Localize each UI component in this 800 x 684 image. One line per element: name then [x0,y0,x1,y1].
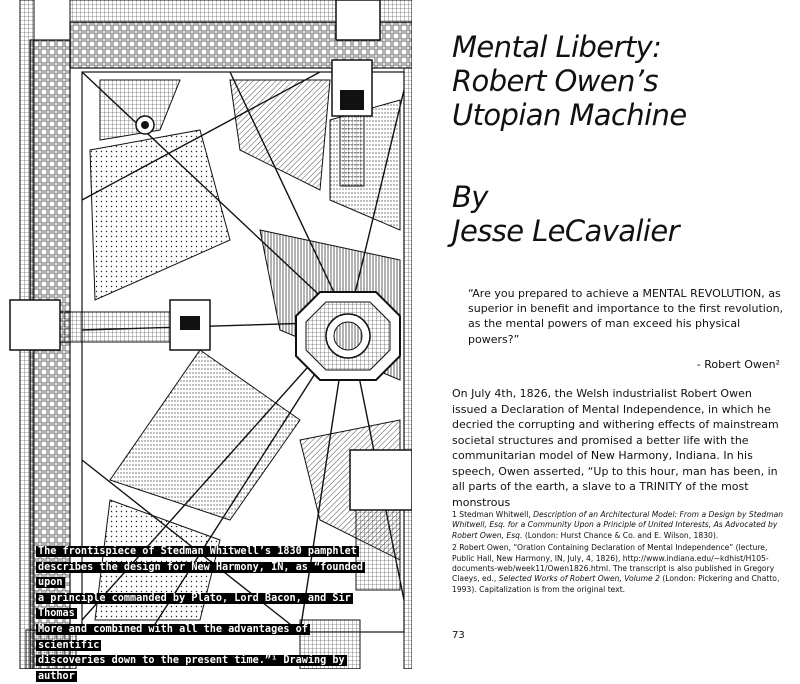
page-number: 73 [452,630,465,641]
title-line: Mental Liberty: [452,30,662,64]
caption-line: More and combined with all the advantages of scientific [38,623,308,651]
title-line: Utopian Machine [452,98,687,132]
caption-line: The frontispiece of Stedman Whitwell’s 1830 pamphlet [38,546,357,557]
footnote-2-title: Selected Works of Robert Owen, Volume 2 [498,574,660,584]
caption-line: a principle commanded by Plato, Lord Bacon, and Sir Thomas [38,592,351,620]
figure-caption [36,544,376,684]
body-paragraph: On July 4th, 1826, the Welsh industrialist Robert Owen issued a Declaration of Mental Independence, in which he decried the corrupting and withering effects of mainstream societal structures and promised a better life with the communitarian model of New Harmony, Indiana. In his speech, Owen asserted, “Up to this hour, man has been, in all parts of the earth, a slave to a TRINITY of the most monstrous [452,387,779,509]
article-title [452,30,687,132]
author-byline [452,180,679,248]
byline-prefix: By [452,180,488,214]
footnote-2-prefix: 2 Robert Owen, “Oration Containing Declaration of Mental Independence” (lecture, Public Hall, New Harmony, IN, July, 4, 1826), http://www.indiana.edu/~kdhist/H105-documents-web/week11/Owen1826.html. The transcript is also published in Gregory Claeys, ed., [452,543,775,584]
footnote-2-suffix: (London: Pickering and Chatto, 1993). Capitalization is from the original text. [452,574,780,594]
title-line: Robert Owen’s [452,64,658,98]
caption-line: describes the design for New Harmony, IN, as “founded upon [38,561,364,589]
author-name: Jesse LeCavalier [452,214,679,248]
epigraph-attribution: - Robert Owen² [696,358,780,371]
footnotes [452,510,788,597]
footnote-1 [452,510,788,541]
footnote-1-suffix: (London: Hurst Chance & Co. and E. Wilson, 1830). [522,530,719,540]
footnote-2 [452,543,788,595]
caption-line: discoveries down to the present time.”¹ Drawing by author [38,655,345,682]
epigraph-quote: “Are you prepared to achieve a MENTAL REVOLUTION, as superior in benefit and importance to the first revolution, as the mental powers of man exceed his physical powers?” [468,287,784,346]
footnote-1-title: Description of an Architectural Model: From a Design by Stedman Whitwell, Esq. for a Community Upon a Principle of United Interests, As Advocated by Robert Owen, Esq. [452,510,784,540]
footnote-1-prefix: 1 Stedman Whitwell, [452,510,534,519]
